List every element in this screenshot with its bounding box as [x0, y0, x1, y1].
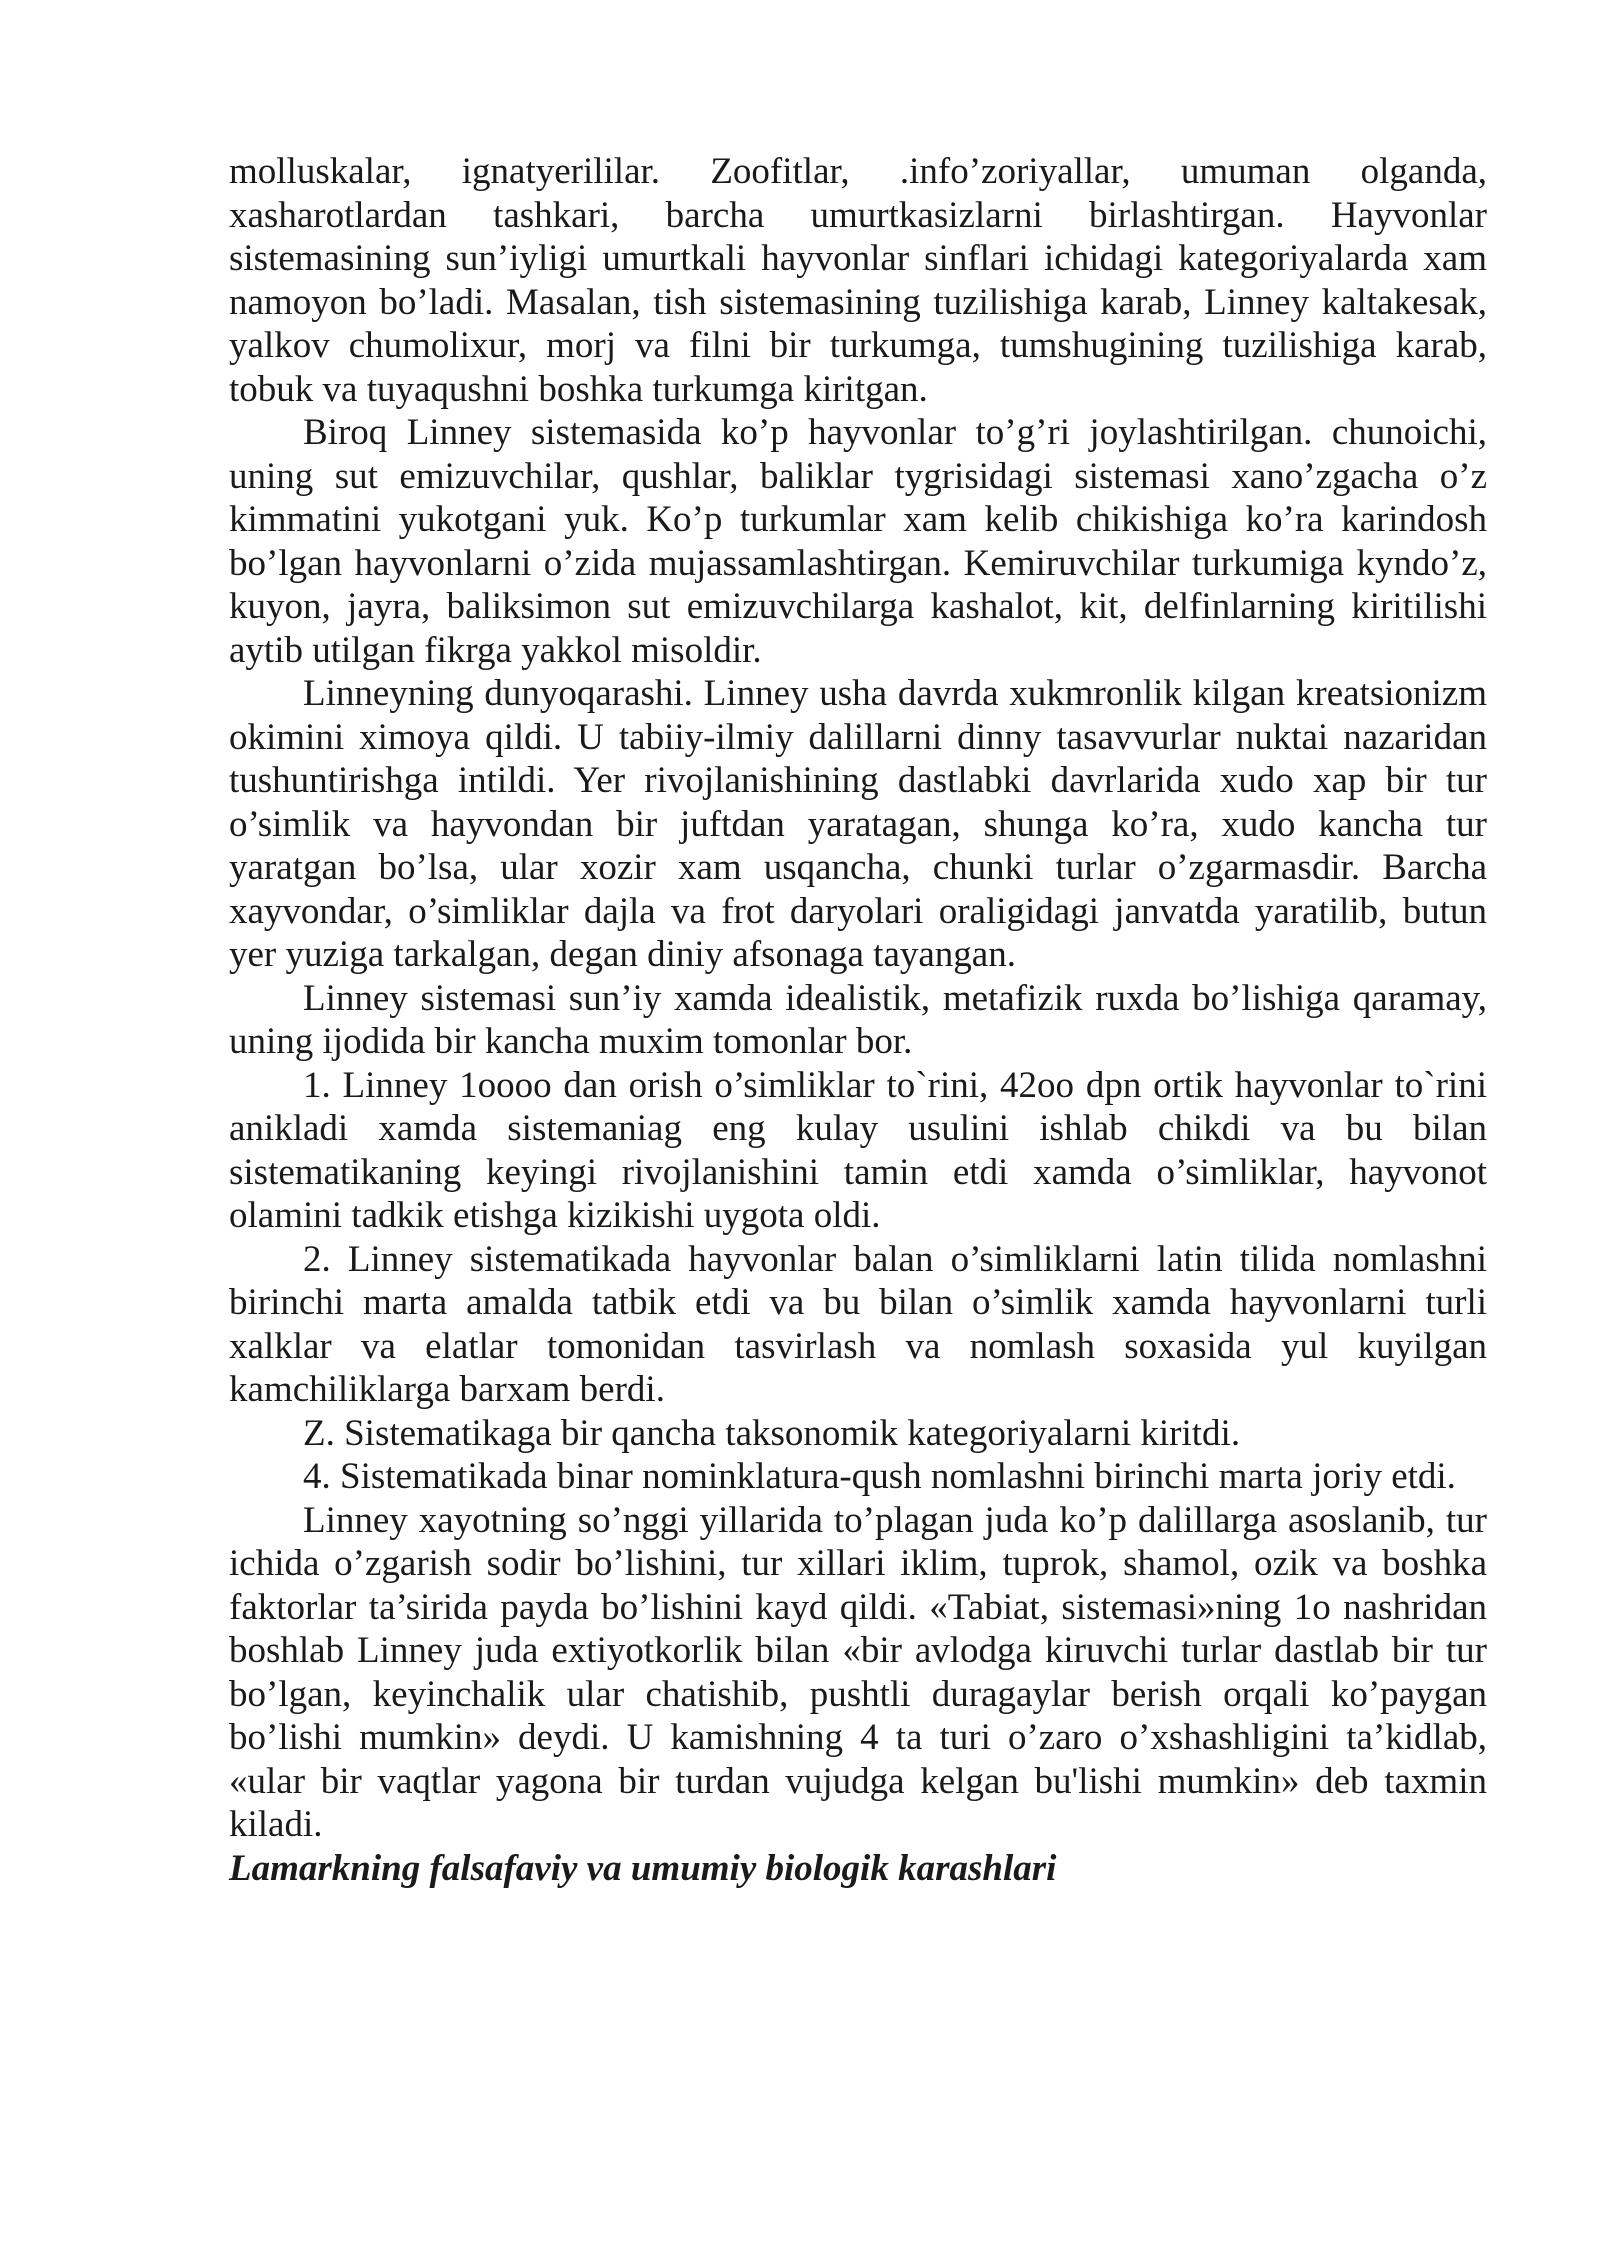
section-heading: Lamarkning falsafaviy va umumiy biologik karashlari: [229, 1847, 1057, 1889]
document-page: [229, 150, 1487, 1890]
paragraph-4: Linney sistemasi sun’iy xamda idealistik, metafizik ruxda bo’lishiga qaramay, uning ijodida bir kancha muxim tomonlar bor.: [229, 977, 1487, 1062]
paragraph-9: Linney xayotning so’nggi yillarida to’plagan juda ko’p dalillarga asoslanib, tur ichida o’zgarish sodir bo’lishini, tur xillari iklim, tuprok, shamol, ozik va boshka faktorlar ta’sirida payda bo’lishini kayd qildi. «Tabiat, sistemasi»ning 1o nashridan boshlab Linney juda extiyotkorlik bilan «bir avlodga kiruvchi turlar dastlab bir tur bo’lgan, keyinchalik ular chatishib, pushtli duragaylar berish orqali ko’paygan bo’lishi mumkin» deydi. U kamishning 4 ta turi o’zaro o’xshashligini ta’kidlab, «ular bir vaqtlar yagona bir turdan vujudga kelgan bu'lishi mumkin» deb taxmin kiladi.: [229, 1499, 1487, 1845]
paragraph-3: Linneyning dunyoqarashi. Linney usha davrda xukmronlik kilgan kreatsionizm okimini ximoya qildi. U tabiiy-ilmiy dalillarni dinny tasavvurlar nuktai nazaridan tushuntirishga intildi. Yer rivojlanishining dastlabki davrlarida xudo xap bir tur o’simlik va hayvondan bir juftdan yaratagan, shunga ko’ra, xudo kancha tur yaratgan bo’lsa, ular xozir xam usqancha, chunki turlar o’zgarmasdir. Barcha xayvondar, o’simliklar dajla va frot daryolari oraligidagi janvatda yaratilib, butun yer yuziga tarkalgan, degan diniy afsonaga tayangan.: [229, 673, 1487, 975]
paragraph-6: 2. Linney sistematikada hayvonlar balan o’simliklarni latin tilida nomlashni birinchi marta amalda tatbik etdi va bu bilan o’simlik xamda hayvonlarni turli xalklar va elatlar tomonidan tasvirlash va nomlash soxasida yul kuyilgan kamchiliklarga barxam berdi.: [229, 1238, 1487, 1410]
paragraph-7: Z. Sistematikaga bir qancha taksonomik kategoriyalarni kiritdi.: [303, 1412, 1241, 1454]
paragraph-5: 1. Linney 1oooo dan orish o’simliklar to`rini, 42oo dpn ortik hayvonlar to`rini anikladi xamda sistemaniag eng kulay usulini ishlab chikdi va bu bilan sistematikaning keyingi rivojlanishini tamin etdi xamda o’simliklar, hayvonot olamini tadkik etishga kizikishi uygota oldi.: [229, 1064, 1487, 1236]
paragraph-8: 4. Sistematikada binar nominklatura-qush nomlashni birinchi marta joriy etdi.: [303, 1456, 1456, 1497]
paragraph-1: molluskalar, ignatyerililar. Zoofitlar, .info’zoriyallar, umuman olganda, xasharotlardan tashkari, barcha umurtkasizlarni birlashtirgan. Hayvonlar sistemasining sun’iyligi umurtkali hayvonlar sinflari ichidagi kategoriyalarda xam namoyon bo’ladi. Masalan, tish sistemasining tuzilishiga karab, Linney kaltakesak, yalkov chumolixur, morj va filni bir turkumga, tumshugining tuzilishiga karab, tobuk va tuyaqushni boshka turkumga kiritgan.: [229, 151, 1487, 410]
paragraph-2: Biroq Linney sistemasida ko’p hayvonlar to’g’ri joylashtirilgan. chunoichi, uning sut emizuvchilar, qushlar, baliklar tygrisidagi sistemasi xano’zgacha o’z kimmatini yukotgani yuk. Ko’p turkumlar xam kelib chikishiga ko’ra karindosh bo’lgan hayvonlarni o’zida mujassamlashtirgan. Kemiruvchilar turkumiga kyndo’z, kuyon, jayra, baliksimon sut emizuvchilarga kashalot, kit, delfinlarning kiritilishi aytib utilgan fikrga yakkol misoldir.: [229, 412, 1487, 671]
